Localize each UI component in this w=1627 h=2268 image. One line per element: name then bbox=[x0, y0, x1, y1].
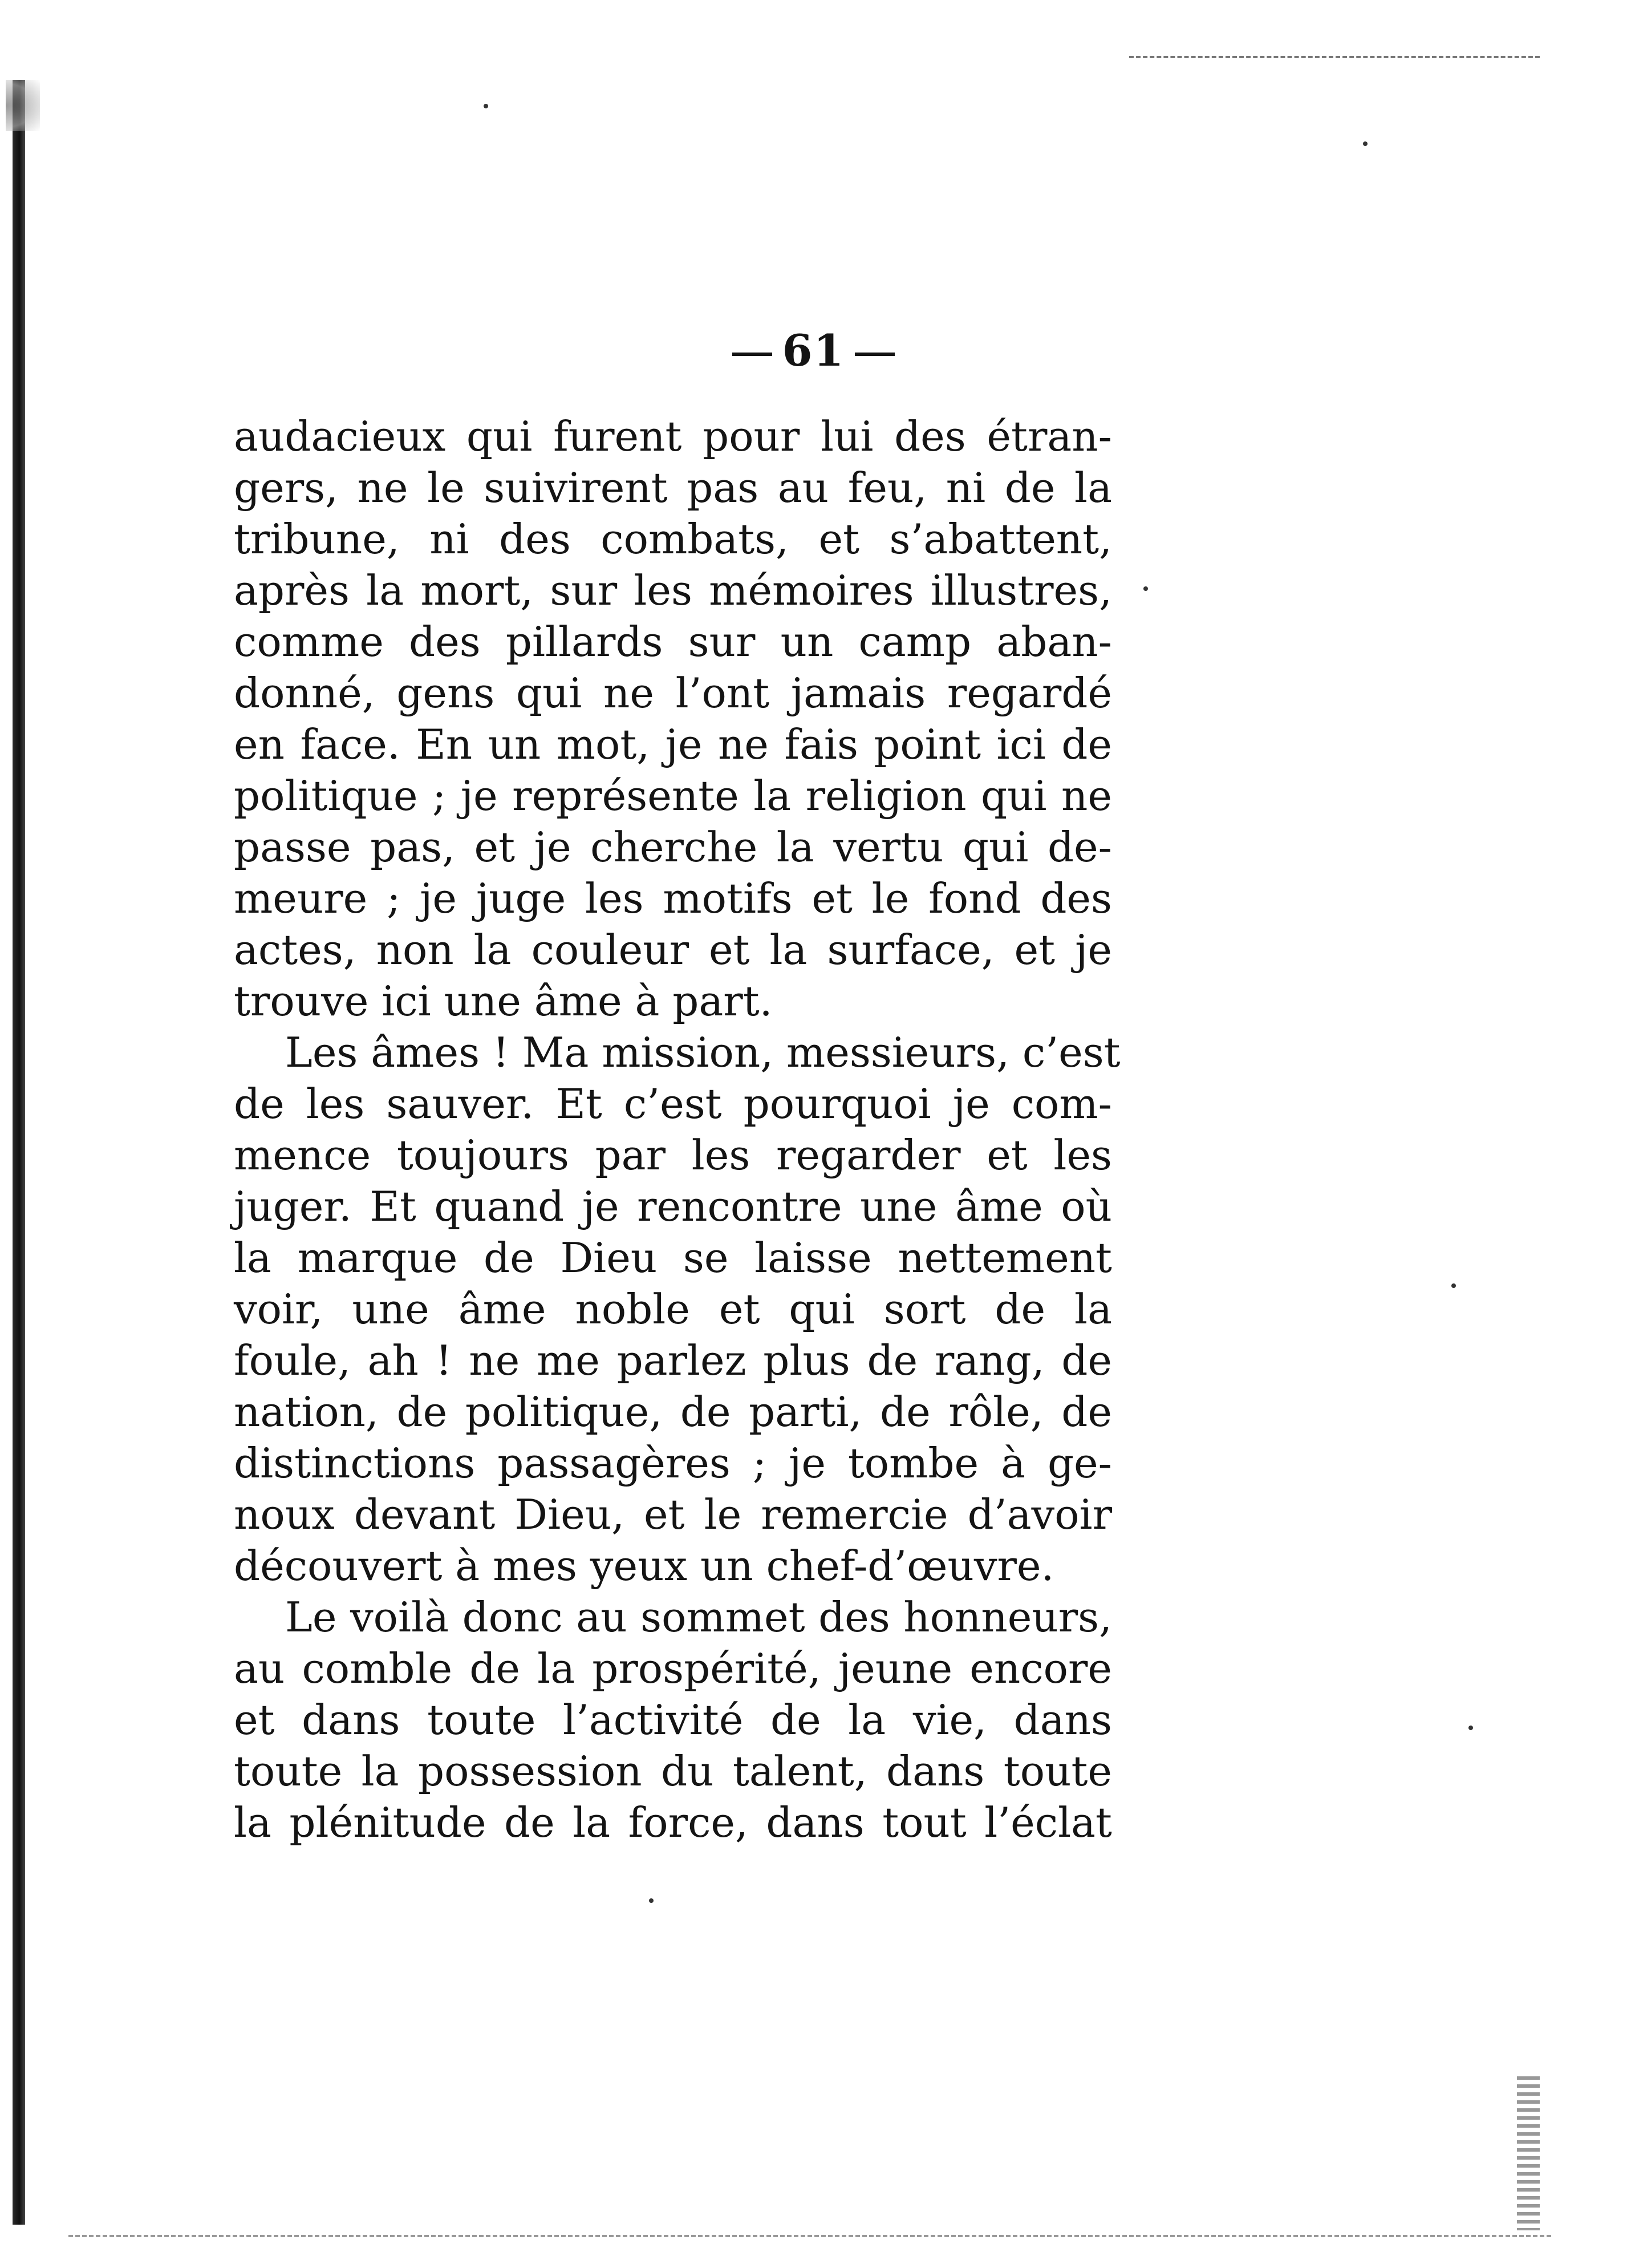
text-line: audacieux qui furent pour lui des étran- bbox=[234, 412, 1112, 460]
folio-dash-left bbox=[732, 353, 772, 356]
scan-bottom-edge bbox=[68, 2235, 1551, 2237]
text-line: noux devant Dieu, et le remercie d’avoir bbox=[234, 1491, 1112, 1538]
ink-speck bbox=[1468, 1726, 1473, 1730]
body-text bbox=[234, 411, 1121, 1848]
text-line: comme des pillards sur un camp aban- bbox=[234, 618, 1112, 666]
scan-shadow bbox=[6, 80, 40, 131]
text-line: voir, une âme noble et qui sort de la bbox=[234, 1285, 1112, 1333]
paragraph bbox=[234, 1591, 1112, 1848]
text-line: la marque de Dieu se laisse nettement bbox=[234, 1234, 1112, 1282]
text-line: donné, gens qui ne l’ont jamais regardé bbox=[234, 669, 1112, 717]
ink-speck bbox=[649, 1898, 654, 1903]
scan-margin-noise bbox=[1517, 2076, 1540, 2230]
text-line: et dans toute l’activité de la vie, dans bbox=[234, 1696, 1112, 1744]
text-line: la plénitude de la force, dans tout l’éclat bbox=[234, 1799, 1112, 1846]
text-line: découvert à mes yeux un chef-d’œuvre. bbox=[234, 1542, 1054, 1590]
paragraph bbox=[234, 1027, 1121, 1591]
text-line: toute la possession du talent, dans toute bbox=[234, 1747, 1112, 1795]
ink-speck bbox=[1451, 1283, 1456, 1288]
text-line: Les âmes ! Ma mission, messieurs, c’est bbox=[285, 1028, 1121, 1076]
text-line: foule, ah ! ne me parlez plus de rang, de bbox=[234, 1336, 1112, 1384]
text-line: distinctions passagères ; je tombe à ge- bbox=[234, 1439, 1112, 1487]
ink-speck bbox=[1143, 586, 1148, 591]
text-line: de les sauver. Et c’est pourquoi je com- bbox=[234, 1080, 1112, 1128]
text-line: mence toujours par les regarder et les bbox=[234, 1131, 1112, 1179]
text-line: juger. Et quand je rencontre une âme où bbox=[234, 1182, 1112, 1230]
scan-top-edge bbox=[1129, 56, 1540, 58]
text-line: après la mort, sur les mémoires illustres, bbox=[234, 566, 1112, 614]
ink-speck bbox=[484, 104, 488, 108]
text-line: tribune, ni des combats, et s’abattent, bbox=[234, 515, 1112, 563]
text-line: en face. En un mot, je ne fais point ici de bbox=[234, 720, 1112, 768]
text-line: nation, de politique, de parti, de rôle, de bbox=[234, 1388, 1112, 1436]
ink-speck bbox=[1363, 141, 1368, 146]
scan-binding-edge bbox=[13, 80, 25, 2225]
text-line: au comble de la prospérité, jeune encore bbox=[234, 1645, 1112, 1692]
text-line: trouve ici une âme à part. bbox=[234, 977, 773, 1025]
folio-dash-right bbox=[855, 353, 895, 356]
page-number-value: 61 bbox=[782, 325, 845, 376]
text-line: Le voilà donc au sommet des honneurs, bbox=[285, 1593, 1112, 1641]
text-line: gers, ne le suivirent pas au feu, ni de la bbox=[234, 464, 1112, 512]
text-line: passe pas, et je cherche la vertu qui de- bbox=[234, 823, 1112, 871]
text-line: meure ; je juge les motifs et le fond des bbox=[234, 874, 1112, 922]
paragraph bbox=[234, 411, 1112, 1027]
text-line: actes, non la couleur et la surface, et je bbox=[234, 926, 1112, 974]
page-number bbox=[0, 325, 1627, 376]
text-line: politique ; je représente la religion qui ne bbox=[234, 772, 1112, 820]
